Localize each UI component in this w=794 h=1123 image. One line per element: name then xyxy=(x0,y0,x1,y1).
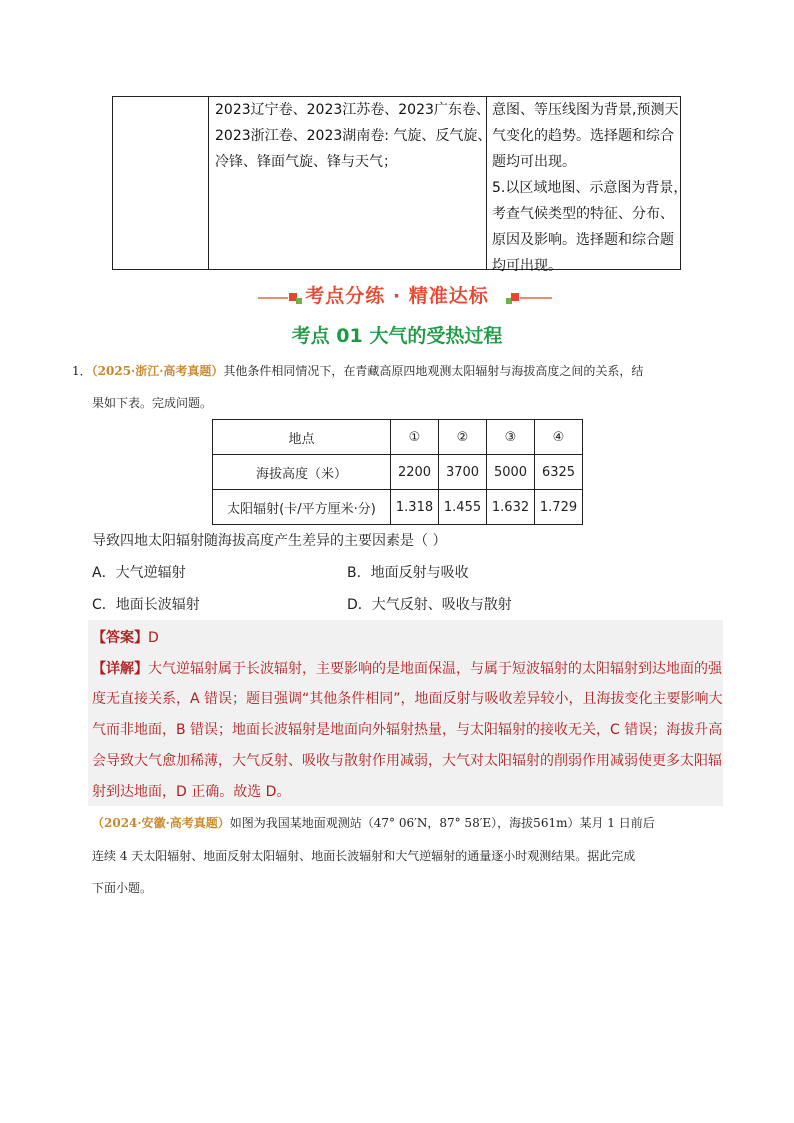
question-source: （2025·浙江·高考真题） xyxy=(91,364,224,378)
table-cell: 2200 xyxy=(391,455,439,490)
cell-line: 原因及影响。选择题和综合题 xyxy=(492,232,674,248)
detail-text: 大气逆辐射属于长波辐射，主要影响的是地面保温，与属于短波辐射的太阳辐射到达地面的强 xyxy=(148,661,722,677)
table-cell-requirements xyxy=(492,97,687,279)
question-2-stem-cont: 下面小题。 xyxy=(92,881,153,895)
table-cell: 6325 xyxy=(535,455,583,490)
table-cell-exams xyxy=(215,97,491,175)
table-cell: 太阳辐射(卡/平方厘米·分) xyxy=(213,490,391,525)
answer-line xyxy=(92,627,159,647)
option-c: C．地面长波辐射 xyxy=(92,597,200,613)
question-source: （2024·安徽·高考真题） xyxy=(92,816,230,830)
cell-line: 题均可出现。 xyxy=(492,154,576,170)
detail-line: 气而非地面，B 错误；地面长波辐射是地面向外辐射热量，与太阳辐射的接收无关，C 错误；海拔升高 xyxy=(92,722,723,738)
table-divider xyxy=(208,97,209,269)
answer-value: D xyxy=(148,630,159,646)
detail-line: 度无直接关系，A 错误；题目强调“其他条件相同”，地面反射与吸收差异较小，且海拔变化主要影响大 xyxy=(92,691,723,707)
section-banner xyxy=(0,281,794,309)
cell-line: 意图、等压线图为背景,预测天 xyxy=(492,102,679,118)
detail-line: 射到达地面，D 正确。故选 D。 xyxy=(92,784,291,800)
table-cell: 1.632 xyxy=(487,490,535,525)
table-header: ① xyxy=(391,420,439,455)
cell-line: 2023浙江卷、2023湖南卷: 气旋、反气旋、 xyxy=(215,128,492,144)
detail-line: 会导致大气愈加稀薄，大气反射、吸收与散射作用减弱，大气对太阳辐射的削弱作用减弱使更多太阳辐 xyxy=(92,753,722,769)
question-stem-text: 其他条件相同情况下，在青藏高原四地观测太阳辐射与海拔高度之间的关系，结 xyxy=(223,364,644,378)
table-row xyxy=(213,420,583,455)
data-table xyxy=(212,419,583,525)
cell-line: 2023辽宁卷、2023江苏卷、2023广东卷、 xyxy=(215,102,490,118)
option-a: A．大气逆辐射 xyxy=(92,565,186,581)
table-cell: 海拔高度（米） xyxy=(213,455,391,490)
answer-block xyxy=(88,620,723,806)
table-row xyxy=(213,455,583,490)
table-row xyxy=(213,490,583,525)
banner-title: 考点分练 · 精准达标 xyxy=(305,285,489,307)
table-header: ② xyxy=(439,420,487,455)
table-cell: 3700 xyxy=(439,455,487,490)
cell-line: 考查气候类型的特征、分布、 xyxy=(492,206,674,222)
table-cell: 5000 xyxy=(487,455,535,490)
question-2-stem xyxy=(92,807,655,839)
question-prompt: 导致四地太阳辐射随海拔高度产生差异的主要因素是（ ） xyxy=(92,533,447,549)
table-cell: 1.318 xyxy=(391,490,439,525)
detail-line xyxy=(92,658,722,678)
cell-line: 均可出现。 xyxy=(492,258,562,274)
banner-line-right xyxy=(520,297,552,299)
question-stem-text: 如图为我国某地面观测站（47° 06′N，87° 58′E），海拔561m）某月 1 日前后 xyxy=(229,816,655,830)
table-cell: 1.455 xyxy=(439,490,487,525)
cell-line: 气变化的趋势。选择题和综合 xyxy=(492,128,674,144)
option-b: B．地面反射与吸收 xyxy=(347,565,469,581)
detail-label: 【详解】 xyxy=(92,661,148,677)
table-header: ④ xyxy=(535,420,583,455)
table-header: 地点 xyxy=(213,420,391,455)
question-1-stem-cont: 果如下表。完成问题。 xyxy=(92,396,213,410)
table-header: ③ xyxy=(487,420,535,455)
cell-line: 冷锋、锋面气旋、锋与天气； xyxy=(215,154,397,170)
banner-square-icon xyxy=(511,293,519,301)
question-number: 1． xyxy=(72,364,92,378)
answer-label: 【答案】 xyxy=(92,630,148,646)
table-cell: 1.729 xyxy=(535,490,583,525)
option-d: D．大气反射、吸收与散射 xyxy=(347,597,512,613)
top-table xyxy=(112,96,688,274)
cell-line: 5.以区域地图、示意图为背景， xyxy=(492,180,688,196)
question-2-stem-cont: 连续 4 天太阳辐射、地面反射太阳辐射、地面长波辐射和大气逆辐射的通量逐小时观测结果。据此完成 xyxy=(92,849,636,863)
section-title: 考点 01 大气的受热过程 xyxy=(291,325,503,347)
question-1-stem xyxy=(72,355,643,387)
